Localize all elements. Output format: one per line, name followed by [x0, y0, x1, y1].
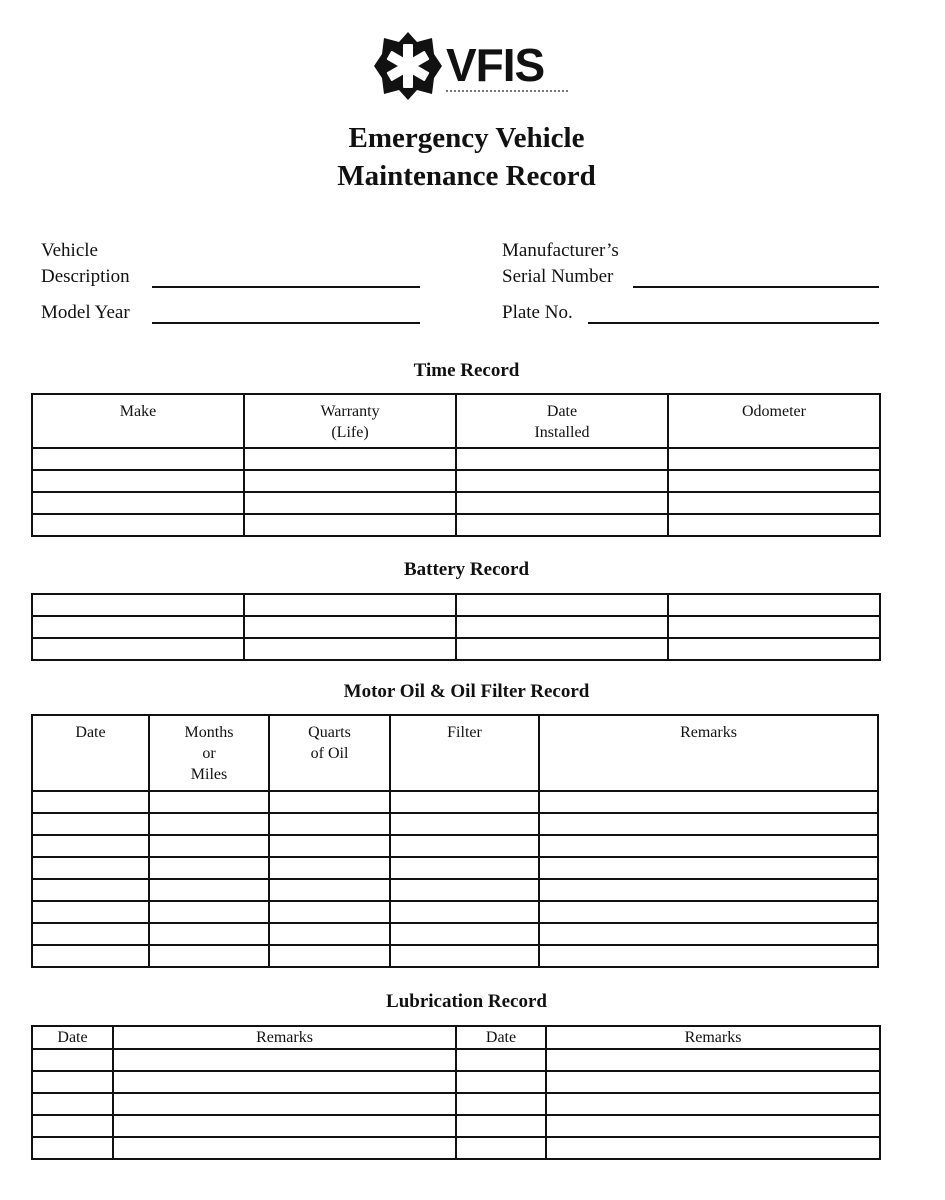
table-cell[interactable]	[244, 514, 456, 536]
lubrication-record-table	[31, 1025, 881, 1160]
table-cell[interactable]	[32, 923, 149, 945]
table-cell[interactable]	[390, 945, 539, 967]
table-cell[interactable]	[539, 923, 878, 945]
table-cell[interactable]	[456, 1115, 546, 1137]
table-cell[interactable]	[32, 901, 149, 923]
oil-header-filter: Filter	[390, 715, 539, 791]
table-cell[interactable]	[32, 1115, 113, 1137]
table-cell[interactable]	[149, 791, 269, 813]
battery-record-title: Battery Record	[403, 559, 530, 580]
table-cell[interactable]	[32, 492, 244, 514]
serial-number-label-1: Manufacturer’s	[502, 240, 619, 261]
table-row	[32, 945, 878, 967]
vehicle-description-field[interactable]	[152, 286, 420, 288]
table-cell[interactable]	[32, 1049, 113, 1071]
table-cell[interactable]	[456, 1093, 546, 1115]
table-cell[interactable]	[539, 857, 878, 879]
table-row	[32, 1137, 880, 1159]
table-cell[interactable]	[113, 1049, 456, 1071]
table-cell[interactable]	[269, 791, 390, 813]
table-cell[interactable]	[668, 638, 880, 660]
serial-number-field[interactable]	[633, 286, 879, 288]
table-cell[interactable]	[149, 923, 269, 945]
table-cell[interactable]	[113, 1093, 456, 1115]
table-cell[interactable]	[668, 594, 880, 616]
table-cell[interactable]	[149, 835, 269, 857]
plate-no-label: Plate No.	[502, 302, 573, 323]
table-cell[interactable]	[539, 813, 878, 835]
table-cell[interactable]	[113, 1137, 456, 1159]
table-cell[interactable]	[149, 813, 269, 835]
plate-no-field[interactable]	[588, 322, 879, 324]
table-row	[32, 492, 880, 514]
table-cell[interactable]	[149, 857, 269, 879]
table-cell[interactable]	[244, 638, 456, 660]
table-row	[32, 835, 878, 857]
table-cell[interactable]	[32, 835, 149, 857]
table-cell[interactable]	[244, 470, 456, 492]
table-cell[interactable]	[668, 492, 880, 514]
table-cell[interactable]	[390, 791, 539, 813]
table-cell[interactable]	[456, 616, 668, 638]
table-cell[interactable]	[269, 879, 390, 901]
lubrication-record-title: Lubrication Record	[386, 991, 547, 1012]
table-cell[interactable]	[539, 791, 878, 813]
table-row	[32, 470, 880, 492]
table-cell[interactable]	[269, 945, 390, 967]
table-cell[interactable]	[244, 492, 456, 514]
table-cell[interactable]	[32, 1093, 113, 1115]
motor-oil-record-table	[31, 714, 879, 968]
table-cell[interactable]	[32, 594, 244, 616]
table-cell[interactable]	[456, 1049, 546, 1071]
model-year-field[interactable]	[152, 322, 420, 324]
table-cell[interactable]	[244, 448, 456, 470]
table-cell[interactable]	[390, 923, 539, 945]
table-cell[interactable]	[539, 901, 878, 923]
lube-header-date-2: Date	[456, 1026, 546, 1049]
table-cell[interactable]	[546, 1137, 880, 1159]
oil-header-remarks: Remarks	[539, 715, 878, 791]
table-cell[interactable]	[32, 448, 244, 470]
table-cell[interactable]	[539, 879, 878, 901]
table-cell[interactable]	[32, 1137, 113, 1159]
table-cell[interactable]	[32, 813, 149, 835]
table-cell[interactable]	[149, 901, 269, 923]
table-cell[interactable]	[32, 945, 149, 967]
oil-header-date: Date	[32, 715, 149, 791]
table-cell[interactable]	[456, 448, 668, 470]
table-row	[32, 1093, 880, 1115]
table-row	[32, 857, 878, 879]
battery-record-table	[31, 593, 881, 661]
table-row	[32, 879, 878, 901]
table-cell[interactable]	[149, 945, 269, 967]
table-cell[interactable]	[269, 857, 390, 879]
table-cell[interactable]	[113, 1071, 456, 1093]
model-year-label: Model Year	[41, 302, 130, 323]
table-cell[interactable]	[539, 835, 878, 857]
table-cell[interactable]	[32, 470, 244, 492]
oil-header-quarts: Quarts of Oil	[269, 715, 390, 791]
motor-oil-record-title: Motor Oil & Oil Filter Record	[343, 681, 590, 702]
table-cell[interactable]	[390, 857, 539, 879]
table-row	[32, 901, 878, 923]
table-cell[interactable]	[32, 616, 244, 638]
table-cell[interactable]	[390, 835, 539, 857]
table-cell[interactable]	[456, 638, 668, 660]
table-row	[32, 1115, 880, 1137]
table-cell[interactable]	[456, 492, 668, 514]
table-cell[interactable]	[149, 879, 269, 901]
table-cell[interactable]	[546, 1093, 880, 1115]
table-cell[interactable]	[546, 1049, 880, 1071]
lube-header-remarks-2: Remarks	[546, 1026, 880, 1049]
table-cell[interactable]	[668, 470, 880, 492]
table-cell[interactable]	[456, 1071, 546, 1093]
table-cell[interactable]	[32, 638, 244, 660]
table-cell[interactable]	[539, 945, 878, 967]
table-cell[interactable]	[269, 923, 390, 945]
time-record-title: Time Record	[413, 360, 520, 381]
table-cell[interactable]	[113, 1115, 456, 1137]
table-cell[interactable]	[456, 514, 668, 536]
oil-header-months-miles: Months or Miles	[149, 715, 269, 791]
table-cell[interactable]	[269, 901, 390, 923]
table-cell[interactable]	[668, 616, 880, 638]
table-row	[32, 616, 880, 638]
time-header-date-installed: Date Installed	[456, 394, 668, 448]
table-cell[interactable]	[456, 470, 668, 492]
table-cell[interactable]	[668, 514, 880, 536]
table-cell[interactable]	[244, 594, 456, 616]
table-cell[interactable]	[269, 813, 390, 835]
brand-logo-text: VFIS	[446, 39, 545, 91]
time-header-warranty: Warranty (Life)	[244, 394, 456, 448]
table-cell[interactable]	[546, 1071, 880, 1093]
table-cell[interactable]	[32, 791, 149, 813]
table-row	[32, 448, 880, 470]
table-row	[32, 514, 880, 536]
page-title-line1: Emergency Vehicle	[348, 122, 585, 154]
time-record-table	[31, 393, 881, 537]
page-title-line2: Maintenance Record	[337, 160, 596, 192]
table-row	[32, 1049, 880, 1071]
table-row	[32, 923, 878, 945]
serial-number-label-2: Serial Number	[502, 266, 614, 287]
brand-tagline-decoration	[446, 90, 568, 96]
table-cell[interactable]	[32, 857, 149, 879]
table-cell[interactable]	[390, 813, 539, 835]
table-cell[interactable]	[390, 901, 539, 923]
star-of-life-icon	[372, 30, 444, 102]
table-cell[interactable]	[546, 1115, 880, 1137]
table-cell[interactable]	[32, 1071, 113, 1093]
lube-header-remarks-1: Remarks	[113, 1026, 456, 1049]
table-row	[32, 1071, 880, 1093]
table-cell[interactable]	[456, 594, 668, 616]
vehicle-description-label-1: Vehicle	[41, 240, 98, 261]
time-header-odometer: Odometer	[668, 394, 880, 448]
table-cell[interactable]	[668, 448, 880, 470]
table-cell[interactable]	[32, 879, 149, 901]
table-cell[interactable]	[390, 879, 539, 901]
table-cell[interactable]	[244, 616, 456, 638]
table-cell[interactable]	[32, 514, 244, 536]
vehicle-description-label-2: Description	[41, 266, 130, 287]
table-row	[32, 791, 878, 813]
lube-header-date-1: Date	[32, 1026, 113, 1049]
table-row	[32, 638, 880, 660]
time-header-make: Make	[32, 394, 244, 448]
table-cell[interactable]	[269, 835, 390, 857]
table-row	[32, 813, 878, 835]
table-cell[interactable]	[456, 1137, 546, 1159]
table-row	[32, 594, 880, 616]
